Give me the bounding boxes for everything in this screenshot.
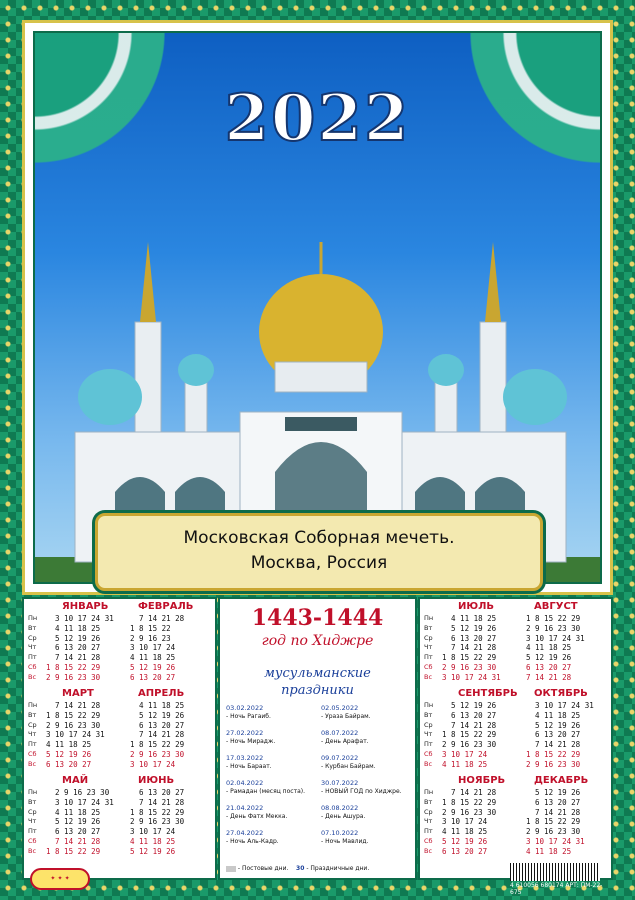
week-row: 7 14 21 28 (130, 730, 185, 740)
week-row: 2 9 16 23 30 (130, 817, 185, 827)
holiday-item (226, 829, 318, 845)
week-row: 7 14 21 28 (46, 836, 101, 846)
caption-line-2: Москва, Россия (250, 553, 388, 573)
week-row: 7 14 21 28 (526, 672, 572, 682)
holiday-item (226, 779, 318, 795)
week-row: 6 13 20 27 (526, 730, 581, 740)
week-row: 3 10 17 24 (442, 749, 488, 759)
week-row: 1 8 15 22 (130, 623, 171, 633)
month-title: АПРЕЛЬ (138, 688, 185, 699)
weekday-column (424, 614, 440, 683)
weekday-label: Пн (28, 701, 38, 709)
weekday-column (424, 788, 440, 857)
year-title: 2022 (224, 81, 411, 156)
legend-holiday-number: 30 (296, 865, 305, 872)
holiday-row (226, 754, 413, 779)
week-row: 4 11 18 25 (46, 740, 92, 750)
week-row: 3 10 17 24 31 (46, 730, 105, 740)
week-row: 4 11 18 25 (526, 643, 572, 653)
holiday-date: 02.04.2022 (226, 779, 264, 787)
weekday-label: Пт (28, 653, 37, 662)
holiday-name: - Ночь Мавлид. (321, 838, 369, 845)
month-pair (26, 688, 215, 775)
week-row: 2 9 16 23 30 (442, 807, 497, 817)
weekday-label: Вс (424, 672, 433, 681)
mosque-photo (33, 31, 602, 584)
holiday-date: 02.05.2022 (321, 704, 359, 712)
weekday-label: Вт (424, 623, 433, 632)
month-pair (26, 601, 215, 688)
week-row: 2 9 16 23 30 (46, 672, 101, 682)
month-days (130, 701, 214, 770)
month-days (46, 788, 130, 857)
holiday-date: 17.03.2022 (226, 754, 264, 762)
holiday-date: 27.02.2022 (226, 729, 264, 737)
legend-holiday-label: - Праздничные дни. (306, 865, 370, 872)
weekday-column (28, 788, 44, 857)
month-title: АВГУСТ (534, 601, 578, 612)
week-row: 2 9 16 23 30 (442, 662, 497, 672)
month-days (526, 788, 610, 857)
week-row: 4 11 18 25 (526, 710, 581, 720)
weekday-label: Пн (424, 788, 434, 796)
week-row: 3 10 17 24 (130, 827, 176, 837)
week-row: 2 9 16 23 30 (526, 759, 581, 769)
weekday-label: Вт (28, 623, 37, 632)
holiday-date: 08.07.2022 (321, 729, 359, 737)
holiday-date: 27.04.2022 (226, 829, 264, 837)
week-row: 7 14 21 28 (46, 701, 101, 710)
weekday-label: Вс (28, 759, 37, 768)
week-row: 6 13 20 27 (46, 827, 101, 837)
weekday-label: Сб (28, 749, 37, 758)
month-title: НОЯБРЬ (458, 775, 506, 786)
week-row: 4 11 18 25 (526, 846, 572, 856)
week-row: 5 12 19 26 (46, 633, 101, 643)
month-pair (422, 775, 611, 862)
holiday-date: 07.10.2022 (321, 829, 359, 837)
holiday-item (321, 729, 413, 745)
legend-fast-label: - Постовые дни. (237, 865, 289, 872)
week-row: 2 9 16 23 30 (46, 720, 101, 730)
month-title: СЕНТЯБРЬ (458, 688, 518, 699)
caption-line-1: Московская Соборная мечеть. (183, 528, 455, 548)
week-row: 3 10 17 24 31 (526, 701, 594, 710)
holidays-title-line-2: праздники (281, 683, 354, 698)
holiday-item (321, 754, 413, 770)
holidays-panel (218, 597, 417, 880)
holiday-item (321, 704, 413, 720)
week-row: 6 13 20 27 (442, 633, 497, 643)
week-row: 7 14 21 28 (526, 807, 581, 817)
holiday-item (226, 754, 318, 770)
caption-banner (95, 513, 543, 591)
weekday-label: Вт (424, 797, 433, 806)
hijri-subtitle: год по Хиджре (261, 633, 374, 649)
week-row: 3 10 17 24 31 (526, 836, 585, 846)
week-row: 1 8 15 22 29 (526, 817, 581, 827)
weekday-column (28, 701, 44, 770)
weekday-label: Ср (424, 720, 433, 729)
month-title: МАЙ (62, 775, 89, 786)
week-row: 7 14 21 28 (130, 797, 185, 807)
months-grid-left (26, 601, 215, 862)
holidays-title (220, 665, 415, 699)
weekday-label: Пт (28, 827, 37, 836)
months-grid-right (422, 601, 611, 862)
week-row: 7 14 21 28 (46, 653, 101, 663)
month-days (526, 614, 610, 683)
publisher-logo: ✦ ✦ ✦ (30, 868, 90, 890)
week-row: 6 13 20 27 (46, 759, 92, 769)
month-title: ФЕВРАЛЬ (138, 601, 194, 612)
weekday-label: Сб (28, 662, 37, 671)
holiday-row (226, 729, 413, 754)
weekday-label: Ср (424, 807, 433, 816)
week-row: 3 10 17 24 (130, 759, 176, 769)
month-days (46, 701, 130, 770)
weekday-label: Пт (424, 827, 433, 836)
weekday-label: Пт (28, 740, 37, 749)
weekday-label: Чт (424, 817, 433, 826)
month-title: МАРТ (62, 688, 94, 699)
week-row: 5 12 19 26 (442, 701, 497, 710)
week-row: 4 11 18 25 (130, 836, 176, 846)
week-row: 4 11 18 25 (442, 827, 488, 837)
weekday-label: Ср (28, 633, 37, 642)
weekday-label: Пн (28, 788, 38, 796)
month-days (442, 614, 526, 683)
weekday-label: Ср (424, 633, 433, 642)
week-row: 6 13 20 27 (442, 846, 488, 856)
holiday-item (321, 804, 413, 820)
holiday-date: 30.07.2022 (321, 779, 359, 787)
week-row: 5 12 19 26 (130, 846, 176, 856)
holidays-list (226, 704, 413, 854)
week-row: 1 8 15 22 29 (130, 740, 185, 750)
weekday-column (424, 701, 440, 770)
barcode (510, 863, 600, 881)
month-title: ИЮНЬ (138, 775, 175, 786)
week-row: 1 8 15 22 29 (526, 749, 581, 759)
weekday-label: Сб (424, 749, 433, 758)
week-row: 1 8 15 22 29 (442, 797, 497, 807)
weekday-label: Ср (28, 807, 37, 816)
holiday-row (226, 779, 413, 804)
week-row: 5 12 19 26 (46, 749, 92, 759)
month-days (442, 788, 526, 857)
calendar-panel-right (418, 597, 613, 880)
week-row: 7 14 21 28 (130, 614, 185, 623)
week-row: 7 14 21 28 (442, 720, 497, 730)
week-row: 2 9 16 23 30 (442, 740, 497, 750)
week-row: 6 13 20 27 (130, 788, 185, 797)
week-row: 4 11 18 25 (46, 623, 101, 633)
month-title: ЯНВАРЬ (62, 601, 109, 612)
holiday-name: - Ураза Байрам. (321, 713, 371, 720)
week-row: 6 13 20 27 (526, 662, 572, 672)
week-row: 5 12 19 26 (130, 710, 185, 720)
week-row: 5 12 19 26 (526, 720, 581, 730)
barcode-number (510, 882, 610, 896)
holiday-item (226, 704, 318, 720)
week-row: 6 13 20 27 (526, 797, 581, 807)
holiday-row (226, 829, 413, 854)
weekday-label: Ср (28, 720, 37, 729)
month-days (130, 788, 214, 857)
holiday-item (226, 804, 318, 820)
holiday-item (321, 829, 413, 845)
week-row: 4 11 18 25 (442, 759, 488, 769)
week-row: 5 12 19 26 (46, 817, 101, 827)
holiday-name: - День Ашура. (321, 813, 366, 820)
holiday-row (226, 704, 413, 729)
weekday-label: Пт (424, 653, 433, 662)
week-row: 1 8 15 22 29 (46, 846, 101, 856)
week-row: 7 14 21 28 (526, 740, 581, 750)
week-row: 7 14 21 28 (442, 643, 497, 653)
week-row: 3 10 17 24 31 (442, 672, 501, 682)
week-row: 3 10 17 24 31 (46, 797, 114, 807)
week-row: 3 10 17 24 (442, 817, 488, 827)
month-title: ОКТЯБРЬ (534, 688, 588, 699)
week-row: 2 9 16 23 30 (130, 749, 185, 759)
weekday-label: Вс (424, 759, 433, 768)
weekday-column (28, 614, 44, 683)
holiday-item (226, 729, 318, 745)
weekday-label: Пт (424, 740, 433, 749)
weekday-label: Пн (424, 614, 434, 622)
month-pair (26, 775, 215, 862)
legend (226, 865, 413, 872)
weekday-label: Вт (424, 710, 433, 719)
week-row: 1 8 15 22 29 (130, 807, 185, 817)
weekday-label: Пн (28, 614, 38, 622)
week-row: 7 14 21 28 (442, 788, 497, 797)
weekday-label: Сб (424, 662, 433, 671)
week-row: 3 10 17 24 31 (526, 633, 585, 643)
weekday-label: Вс (28, 672, 37, 681)
month-pair (422, 601, 611, 688)
week-row: 4 11 18 25 (442, 614, 497, 623)
photo-frame (22, 20, 613, 595)
hijri-years: 1443-1444 (251, 605, 384, 631)
week-row: 1 8 15 22 29 (46, 710, 101, 720)
week-row: 3 10 17 24 (130, 643, 176, 653)
weekday-label: Вс (28, 846, 37, 855)
week-row: 1 8 15 22 29 (526, 614, 581, 623)
week-row: 5 12 19 26 (442, 836, 488, 846)
holiday-name: - Ночь Бараат. (226, 763, 272, 770)
month-title: ИЮЛЬ (458, 601, 495, 612)
week-row: 5 12 19 26 (130, 662, 176, 672)
calendar-panel-left (22, 597, 217, 880)
week-row: 1 8 15 22 29 (442, 653, 497, 663)
holiday-date: 03.02.2022 (226, 704, 264, 712)
month-days (46, 614, 130, 683)
holiday-item (321, 779, 413, 795)
holiday-row (226, 804, 413, 829)
holiday-name: - День Арафат. (321, 738, 369, 745)
week-row: 2 9 16 23 30 (526, 623, 581, 633)
weekday-label: Сб (28, 836, 37, 845)
weekday-label: Вт (28, 797, 37, 806)
week-row: 3 10 17 24 31 (46, 614, 114, 623)
weekday-label: Чт (28, 643, 37, 652)
week-row: 4 11 18 25 (130, 653, 176, 663)
week-row: 4 11 18 25 (130, 701, 185, 710)
week-row: 6 13 20 27 (46, 643, 101, 653)
week-row: 1 8 15 22 29 (442, 730, 497, 740)
weekday-label: Вт (28, 710, 37, 719)
week-row: 2 9 16 23 30 (526, 827, 581, 837)
holiday-name: - Ночь Аль-Кадр. (226, 838, 279, 845)
weekday-label: Вс (424, 846, 433, 855)
holiday-name: - Рамадан (месяц поста). (226, 788, 305, 795)
holiday-date: 21.04.2022 (226, 804, 264, 812)
week-row: 6 13 20 27 (130, 672, 176, 682)
month-days (130, 614, 214, 683)
week-row: 5 12 19 26 (526, 788, 581, 797)
holiday-name: - Ночь Мирадж. (226, 738, 276, 745)
holiday-date: 09.07.2022 (321, 754, 359, 762)
week-row: 6 13 20 27 (130, 720, 185, 730)
holidays-title-line-1: мусульманские (264, 666, 371, 681)
holiday-name: - Курбан Байрам. (321, 763, 376, 770)
month-pair (422, 688, 611, 775)
week-row: 1 8 15 22 29 (46, 662, 101, 672)
week-row: 4 11 18 25 (46, 807, 101, 817)
month-days (442, 701, 526, 770)
week-row: 5 12 19 26 (442, 623, 497, 633)
week-row: 5 12 19 26 (526, 653, 572, 663)
holiday-name: - Ночь Рагаиб. (226, 713, 271, 720)
fast-day-swatch (226, 866, 236, 872)
week-row: 2 9 16 23 (130, 633, 171, 643)
weekday-label: Чт (28, 730, 37, 739)
holiday-date: 08.08.2022 (321, 804, 359, 812)
weekday-label: Пн (424, 701, 434, 709)
week-row: 2 9 16 23 30 (46, 788, 110, 797)
weekday-label: Чт (28, 817, 37, 826)
weekday-label: Чт (424, 643, 433, 652)
month-days (526, 701, 610, 770)
weekday-label: Чт (424, 730, 433, 739)
month-title: ДЕКАБРЬ (534, 775, 589, 786)
barcode-digits: 4 610056 680174 (510, 882, 564, 889)
holiday-name: - День Фатх Мекка. (226, 813, 288, 820)
article-code: АРТ: ПМ-22-675 (510, 882, 603, 896)
week-row: 6 13 20 27 (442, 710, 497, 720)
holiday-name: - НОВЫЙ ГОД по Хиджре. (321, 788, 402, 795)
weekday-label: Сб (424, 836, 433, 845)
